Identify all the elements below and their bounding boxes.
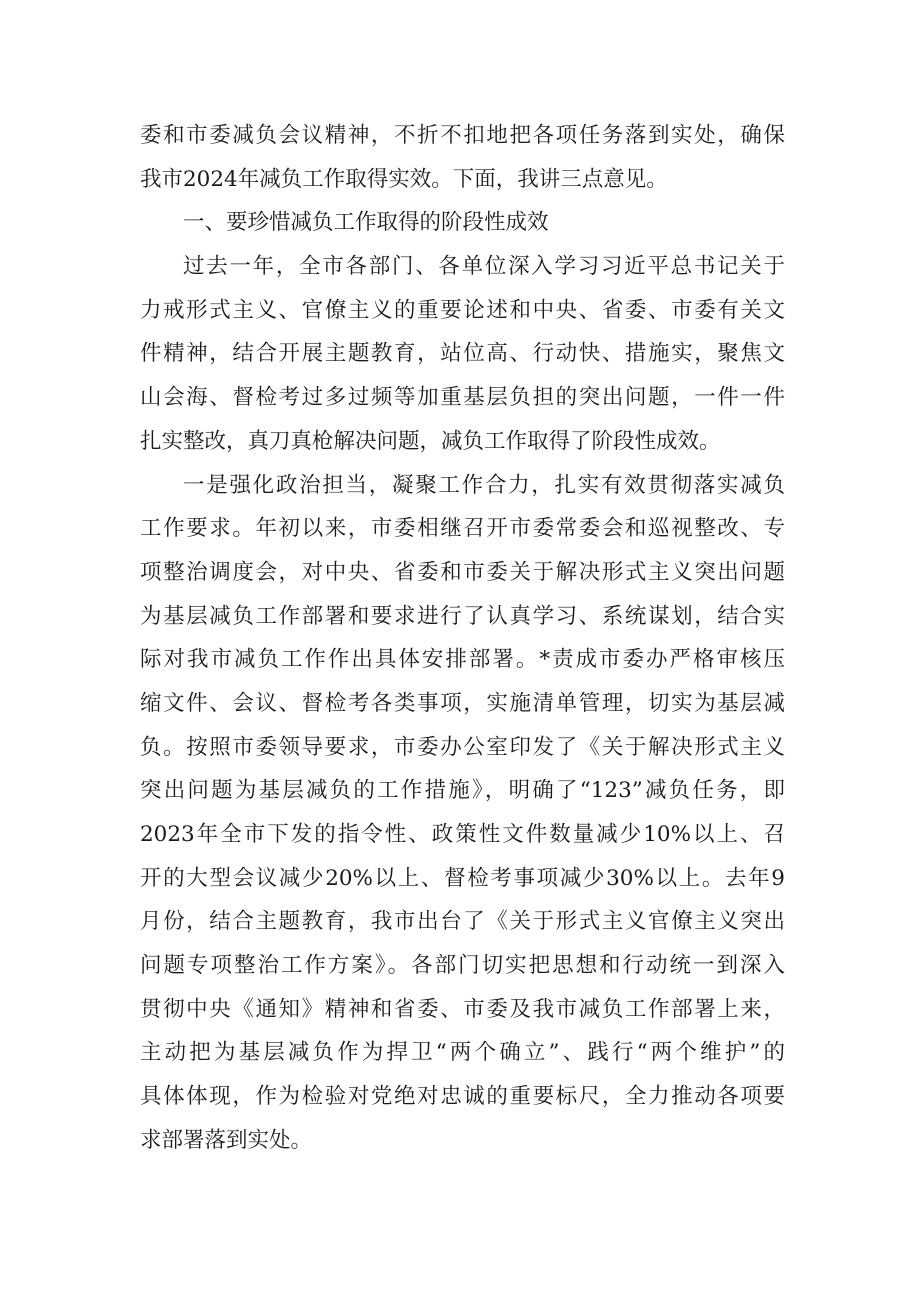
text-line: 贯彻中央《通知》精神和省委、市委及我市减负工作部署上来，: [140, 996, 785, 1022]
text-line: 项整治调度会，对中央、省委和市委关于解决形式主义突出问题: [140, 559, 785, 585]
text-line: 主动把为基层减负作为捍卫“两个确立”、践行“两个维护”的: [140, 1040, 785, 1066]
text-line: 我市2024年减负工作取得实效。下面，我讲三点意见。: [140, 166, 668, 192]
text-line: 开的大型会议减少20%以上、督检考事项减少30%以上。去年9: [140, 865, 785, 891]
text-line: 过去一年，全市各部门、各单位深入学习习近平总书记关于: [183, 254, 785, 280]
text-line: 问题专项整治工作方案》。各部门切实把思想和行动统一到深入: [140, 953, 785, 979]
text-line: 际对我市减负工作作出具体安排部署。*责成市委办严格审核压: [140, 647, 785, 673]
text-line: 为基层减负工作部署和要求进行了认真学习、系统谋划，结合实: [140, 603, 785, 629]
document-body: [140, 114, 785, 1163]
text-line: 月份，结合主题教育，我市出台了《关于形式主义官僚主义突出: [140, 909, 785, 935]
text-line: 突出问题为基层减负的工作措施》，明确了“123”减负任务，即: [140, 778, 785, 804]
text-line: 山会海、督检考过多过频等加重基层负担的突出问题，一件一件: [140, 385, 785, 411]
text-line: 缩文件、会议、督检考各类事项，实施清单管理，切实为基层减: [140, 690, 785, 716]
text-line: 委和市委减负会议精神，不折不扣地把各项任务落到实处，确保: [140, 123, 785, 148]
text-line: 件精神，结合开展主题教育，站位高、行动快、措施实，聚焦文: [140, 341, 785, 367]
text-line: 具体体现，作为检验对党绝对忠诚的重要标尺，全力推动各项要: [140, 1084, 785, 1110]
text-line: 力戒形式主义、官僚主义的重要论述和中央、省委、市委有关文: [140, 297, 785, 323]
text-line: 扎实整改，真刀真枪解决问题，减负工作取得了阶段性成效。: [140, 428, 721, 454]
text-line: 工作要求。年初以来，市委相继召开市委常委会和巡视整改、专: [140, 516, 785, 542]
text-line: 2023年全市下发的指令性、政策性文件数量减少10%以上、召: [140, 822, 785, 847]
text-line: 求部署落到实处。: [140, 1127, 313, 1153]
text-line: 一是强化政治担当，凝聚工作合力，扎实有效贯彻落实减负: [183, 472, 785, 498]
text-line: 负。按照市委领导要求，市委办公室印发了《关于解决形式主义: [140, 734, 785, 760]
section-heading: 一、要珍惜减负工作取得的阶段性成效: [183, 210, 549, 236]
